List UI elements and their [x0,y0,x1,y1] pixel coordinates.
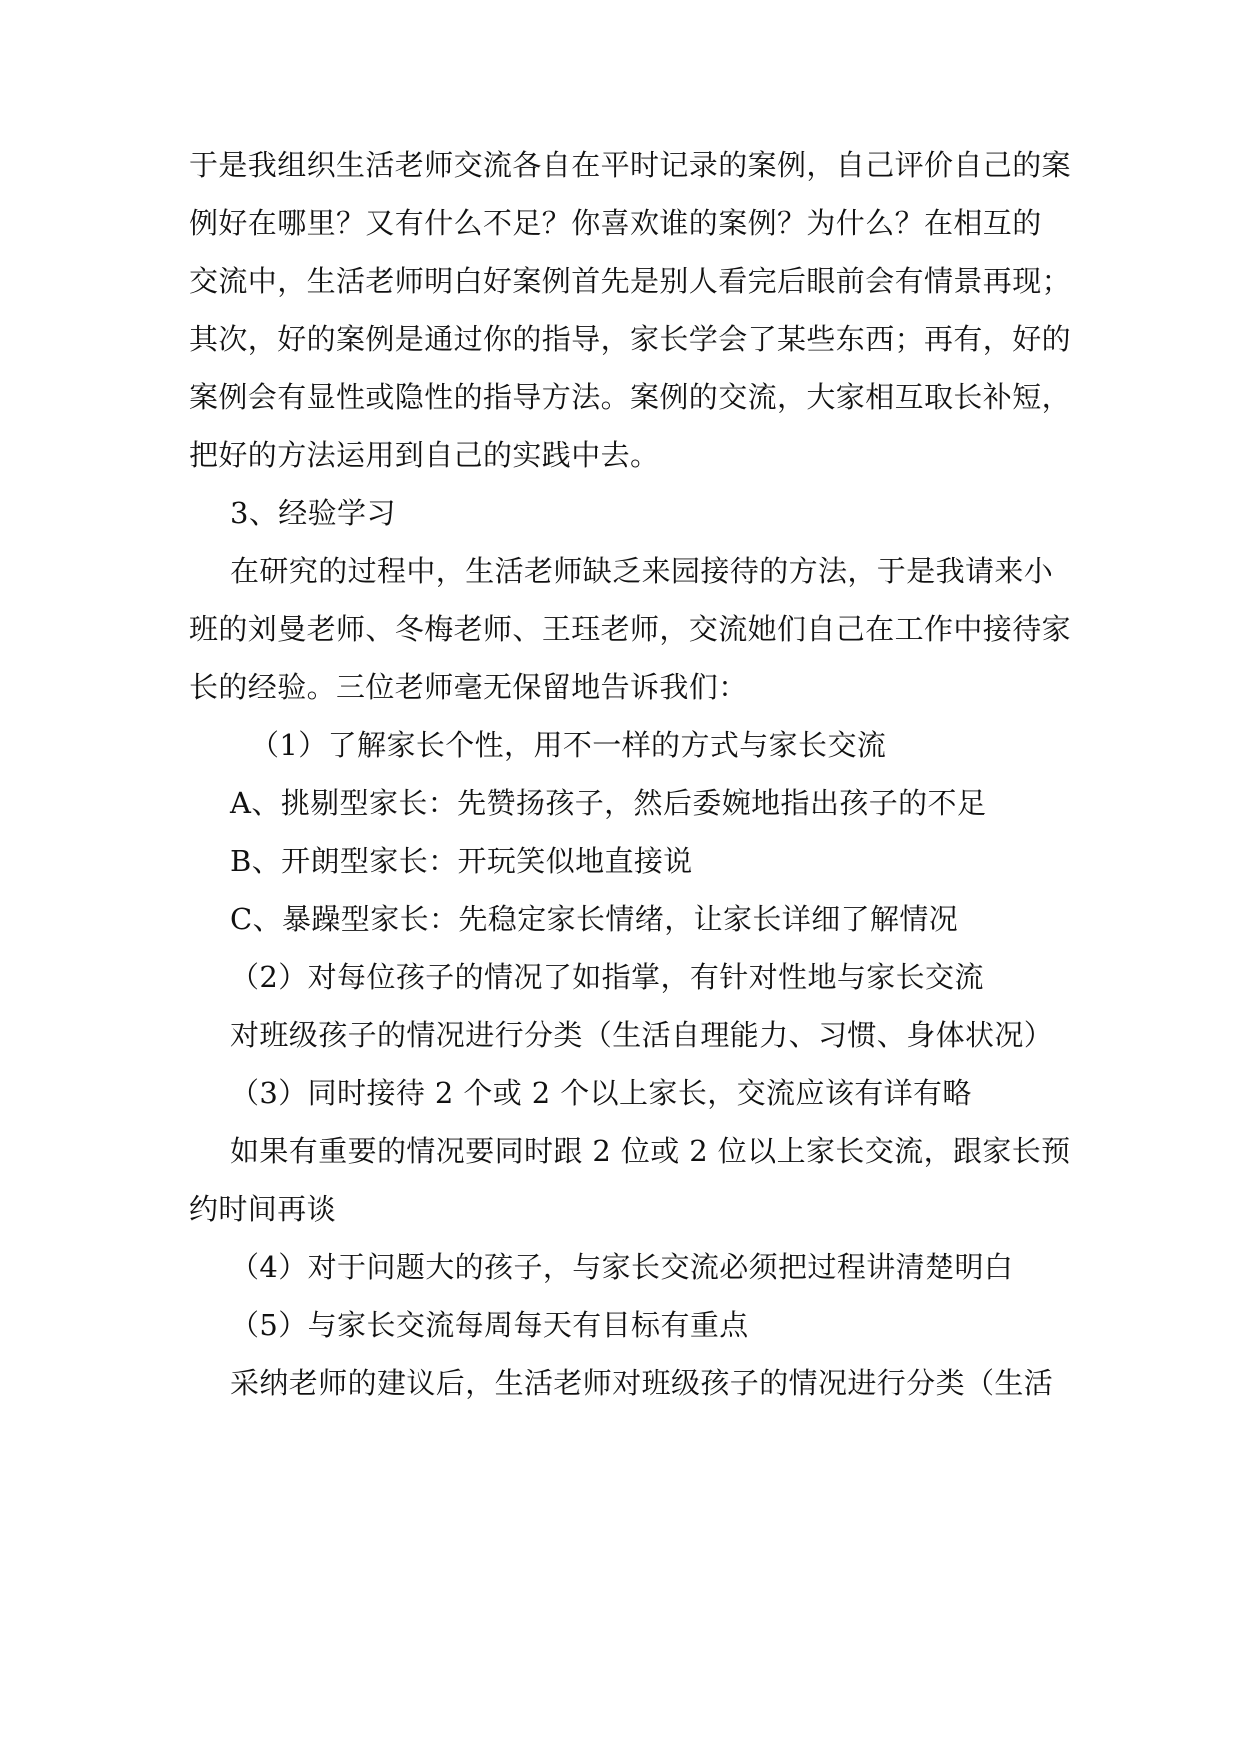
paragraph-line-1: 于是我组织生活老师交流各自在平时记录的案例，自己评价自己的案 [189,148,1072,182]
sub-item-a: A、挑剔型家长：先赞扬孩子，然后委婉地指出孩子的不足 [230,786,987,820]
paragraph-line-final: 采纳老师的建议后，生活老师对班级孩子的情况进行分类（生活 [230,1366,1054,1400]
list-item-5: （5）与家长交流每周每天有目标有重点 [230,1308,749,1342]
list-item-2-detail: 对班级孩子的情况进行分类（生活自理能力、习惯、身体状况） [230,1018,1054,1052]
list-item-4: （4）对于问题大的孩子，与家长交流必须把过程讲清楚明白 [230,1250,1014,1284]
paragraph-line-9: 班的刘曼老师、冬梅老师、王珏老师，交流她们自己在工作中接待家 [189,612,1072,646]
paragraph-line-8: 在研究的过程中，生活老师缺乏来园接待的方法，于是我请来小 [230,554,1054,588]
list-item-3: （3）同时接待 2 个或 2 个以上家长，交流应该有详有略 [230,1076,972,1110]
paragraph-line-4: 其次，好的案例是通过你的指导，家长学会了某些东西；再有，好的 [189,322,1072,356]
list-item-3-detail: 如果有重要的情况要同时跟 2 位或 2 位以上家长交流，跟家长预 [230,1134,1071,1168]
paragraph-line-5: 案例会有显性或隐性的指导方法。案例的交流，大家相互取长补短， [189,380,1072,414]
paragraph-line-2: 例好在哪里？又有什么不足？你喜欢谁的案例？为什么？在相互的 [189,206,1042,240]
list-item-2: （2）对每位孩子的情况了如指掌，有针对性地与家长交流 [230,960,984,994]
paragraph-line-6: 把好的方法运用到自己的实践中去。 [189,438,660,472]
list-item-1: （1）了解家长个性，用不一样的方式与家长交流 [250,728,887,762]
sub-item-b: B、开朗型家长：开玩笑似地直接说 [230,844,693,878]
list-item-3-detail-cont: 约时间再谈 [189,1192,337,1226]
paragraph-line-3: 交流中，生活老师明白好案例首先是别人看完后眼前会有情景再现； [189,264,1072,298]
section-heading: 3、经验学习 [230,496,396,530]
sub-item-c: C、暴躁型家长：先稳定家长情绪，让家长详细了解情况 [230,902,959,936]
paragraph-line-10: 长的经验。三位老师毫无保留地告诉我们： [189,670,748,704]
